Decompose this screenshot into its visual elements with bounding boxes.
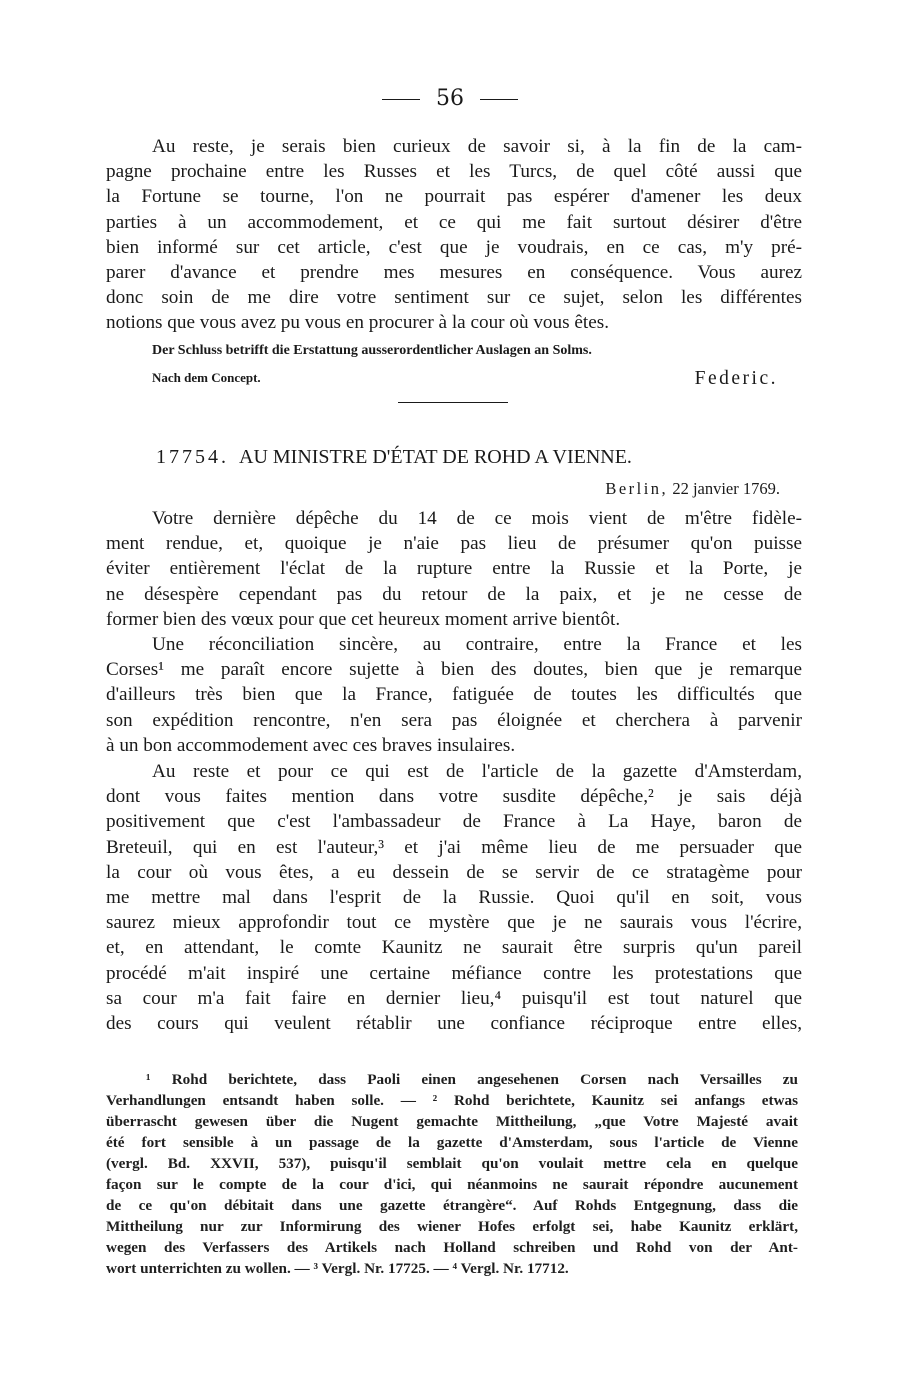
letter-paragraph-3 [106, 759, 802, 1036]
letter-number: 17754. [156, 446, 229, 468]
footnote-line: Mittheilung nur zur Informirung des wiener Hofes erfolgt sei, habe Kaunitz erklärt, [106, 1218, 798, 1235]
text-line: Breteuil, qui en est l'auteur,³ et j'ai même lieu de me persuader que [106, 836, 802, 858]
text-line: son expédition rencontre, n'en sera pas éloignée et cherchera à parvenir [106, 709, 802, 731]
text-line: former bien des vœux pour que cet heureux moment arrive bientôt. [106, 608, 621, 630]
left-dash [382, 99, 420, 100]
footnote-line: été fort sensible à un passage de la gazette d'Amsterdam, sous l'article de Vienne [106, 1134, 798, 1151]
text-line: Corses¹ me paraît encore sujette à bien des doutes, bien que je remarque [106, 659, 802, 681]
page-number-header [0, 84, 900, 114]
text-line: Au reste et pour ce qui est de l'article de la gazette d'Amsterdam, [152, 761, 802, 782]
text-line: parties à un accommodement, et ce qui me fait surtout désirer d'être [106, 211, 802, 233]
text-line: Au reste, je serais bien curieux de savoir si, à la fin de la cam- [152, 136, 802, 157]
text-line: à un bon accommodement avec ces braves insulaires. [106, 734, 516, 756]
letter-paragraph-1 [106, 506, 802, 632]
continuation-paragraph [106, 134, 802, 336]
footnote-line: wort unterrichten zu wollen. — ³ Vergl. Nr. 17725. — ⁴ Vergl. Nr. 17712. [106, 1260, 569, 1277]
section-divider [398, 402, 508, 403]
footnote-line: de ce qu'on débitait dans une gazette étrangère“. Auf Rohds Entgegnung, dass die [106, 1197, 798, 1214]
footnote-line: überrascht gewesen über die Nugent gemachte Mittheilung, „que Votre Majesté avait [106, 1113, 798, 1130]
footnote-line: ¹ Rohd berichtete, dass Paoli einen angesehenen Corsen nach Versailles zu [146, 1071, 798, 1088]
text-line: saurez mieux approfondir tout ce mystère que je ne saurais vous l'écrire, [106, 912, 802, 934]
letter-place: Berlin, [605, 479, 669, 498]
text-line: notions que vous avez pu vous en procurer à la cour où vous êtes. [106, 312, 610, 334]
page-number: 56 [436, 86, 464, 111]
footnote-line: Verhandlungen entsandt haben solle. — ² Rohd berichtete, Kaunitz sei anfangs etwas [106, 1092, 798, 1109]
right-dash [480, 99, 518, 100]
text-line: d'ailleurs très bien que la France, fatiguée de toutes les difficultés que [106, 684, 802, 706]
text-line: éviter entièrement l'éclat de la rupture entre la Russie et la Porte, je [106, 558, 802, 580]
text-line: Une réconciliation sincère, au contraire, entre la France et les [152, 634, 802, 655]
text-line: bien informé sur cet article, c'est que je voudrais, en ce cas, m'y pré- [106, 236, 802, 258]
text-line: Votre dernière dépêche du 14 de ce mois vient de m'être fidèle- [152, 508, 802, 529]
footnote-line: (vergl. Bd. XXVII, 537), puisqu'il semblait qu'on voulait mettre cela en quelque [106, 1155, 798, 1172]
letter-heading [156, 444, 632, 470]
footnotes [106, 1069, 798, 1279]
text-line: positivement que c'est l'ambassadeur de France à La Haye, baron de [106, 811, 802, 833]
text-line: procédé m'ait inspiré une certaine méfiance contre les protestations que [106, 962, 802, 984]
letter-paragraph-2 [106, 632, 802, 758]
text-line: donc soin de me dire votre sentiment sur ce sujet, selon les différentes [106, 287, 802, 309]
footnote-line: façon sur le compte de la cour d'ici, qui néanmoins ne saurait répondre aucunement [106, 1176, 798, 1193]
text-line: la cour où vous êtes, a eu dessein de se servir de ce stratagème pour [106, 861, 802, 883]
text-line: et, en attendant, le comte Kaunitz ne saurait être surpris qu'un pareil [106, 937, 802, 959]
text-line: ment rendue, et, quoique je n'aie pas lieu de présumer qu'on puisse [106, 533, 802, 555]
text-line: la Fortune se tourne, l'on ne pourrait pas espérer d'amener les deux [106, 186, 802, 208]
source-note: Nach dem Concept. [152, 370, 261, 385]
text-line: parer d'avance et prendre mes mesures en conséquence. Vous aurez [106, 262, 802, 284]
text-line: sa cour m'a fait faire en dernier lieu,⁴ puisqu'il est tout naturel que [106, 987, 802, 1009]
letter-dateline [605, 478, 780, 500]
letter-date: 22 janvier 1769. [672, 479, 780, 498]
footnote-line: wegen des Verfassers des Artikels nach Holland schreiben und Rohd von der Ant- [106, 1239, 798, 1256]
text-line: des cours qui veulent rétablir une confiance réciproque entre elles, [106, 1013, 802, 1035]
editorial-note: Der Schluss betrifft die Erstattung ausserordentlicher Auslagen an Solms. [152, 343, 592, 358]
text-line: dont vous faites mention dans votre susdite dépêche,² je sais déjà [106, 786, 802, 808]
text-line: ne désespère cependant pas du retour de la paix, et je ne cesse de [106, 583, 802, 605]
letter-title: AU MINISTRE D'ÉTAT DE ROHD A VIENNE. [239, 446, 632, 468]
signature: Federic. [694, 368, 778, 389]
text-line: pagne prochaine entre les Russes et les Turcs, de quel côté aussi que [106, 161, 802, 183]
text-line: me mettre mal dans l'esprit de la Russie. Quoi qu'il en soit, vous [106, 887, 802, 909]
